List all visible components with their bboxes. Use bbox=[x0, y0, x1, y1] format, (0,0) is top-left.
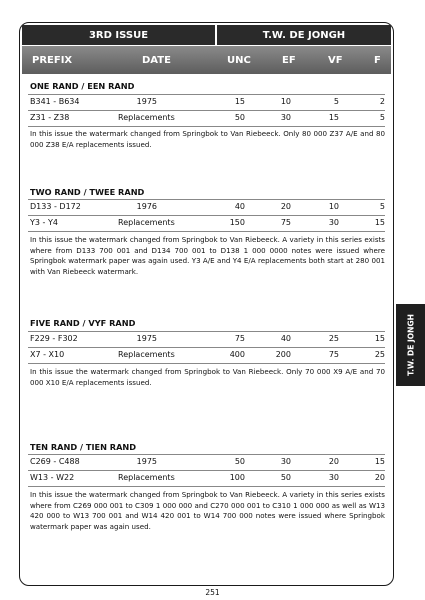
section-title: TEN RAND / TIEN RAND bbox=[30, 442, 137, 452]
vf-cell: 5 bbox=[333, 97, 339, 106]
ef-cell: 200 bbox=[275, 350, 291, 359]
vf-cell: 10 bbox=[328, 202, 339, 211]
date-cell: 1975 bbox=[136, 97, 157, 106]
ef-cell: 30 bbox=[280, 457, 291, 466]
vf-cell: 15 bbox=[328, 113, 339, 122]
table-row bbox=[30, 216, 385, 230]
unc-cell: 150 bbox=[229, 218, 245, 227]
table-row bbox=[30, 95, 385, 109]
unc-cell: 100 bbox=[229, 473, 245, 482]
vf-cell: 25 bbox=[328, 334, 339, 343]
f-cell: 2 bbox=[379, 97, 385, 106]
unc-cell: 50 bbox=[234, 113, 245, 122]
ef-cell: 40 bbox=[280, 334, 291, 343]
vf-cell: 20 bbox=[328, 457, 339, 466]
header-top bbox=[22, 25, 391, 45]
unc-cell: 400 bbox=[229, 350, 245, 359]
divider bbox=[28, 126, 385, 127]
prefix-cell: X7 - X10 bbox=[30, 350, 65, 359]
prefix-cell: C269 - C488 bbox=[30, 457, 80, 466]
prefix-cell: Y3 - Y4 bbox=[30, 218, 58, 227]
f-cell: 5 bbox=[379, 202, 385, 211]
col-ef: EF bbox=[282, 54, 296, 66]
col-prefix: PREFIX bbox=[32, 54, 73, 66]
table-row bbox=[30, 111, 385, 125]
page-number: 251 bbox=[205, 588, 220, 597]
section-note: In this issue the watermark changed from Springbok to Van Riebeeck. A variety in this series exists where from C269 000 001 to C309 1 000 000 and C270 000 001 to C310 1 000 000 as well as W13 420 000 to W13 700 001 and W14 420 001 to W14 700 000 notes were issued where Springbok watermark paper was again used. bbox=[30, 490, 385, 531]
unc-cell: 75 bbox=[234, 334, 245, 343]
section-title: TWO RAND / TWEE RAND bbox=[30, 187, 145, 197]
date-cell: 1975 bbox=[136, 334, 157, 343]
date-cell: 1976 bbox=[136, 202, 157, 211]
ef-cell: 30 bbox=[280, 113, 291, 122]
column-header bbox=[22, 46, 391, 74]
table-row bbox=[30, 471, 385, 485]
prefix-cell: Z31 - Z38 bbox=[30, 113, 70, 122]
divider bbox=[28, 363, 385, 364]
date-cell: 1975 bbox=[136, 457, 157, 466]
table-row bbox=[30, 455, 385, 469]
issue-label: 3RD ISSUE bbox=[22, 25, 217, 45]
f-cell: 5 bbox=[379, 113, 385, 122]
table-row bbox=[30, 200, 385, 214]
ef-cell: 20 bbox=[280, 202, 291, 211]
section-note: In this issue the watermark changed from Springbok to Van Riebeeck. A variety in this series exists where from D133 700 001 and D134 700 001 to D138 1 000 0000 notes were issued where Springbok watermark paper was again used. Y3 A/E and Y4 E/A replacements both start at 280 001 with Van Riebeeck watermark. bbox=[30, 235, 385, 276]
f-cell: 25 bbox=[374, 350, 385, 359]
divider bbox=[28, 231, 385, 232]
date-cell: Replacements bbox=[118, 473, 175, 482]
col-f: F bbox=[374, 54, 381, 66]
section-note: In this issue the watermark changed from Springbok to Van Riebeeck. Only 70 000 X9 A/E and 70 000 X10 E/A replacements issued. bbox=[30, 367, 385, 387]
side-tab-label: T.W. DE JONGH bbox=[406, 314, 415, 376]
section-title: ONE RAND / EEN RAND bbox=[30, 81, 135, 91]
section-title: FIVE RAND / VYF RAND bbox=[30, 318, 136, 328]
date-cell: Replacements bbox=[118, 113, 175, 122]
signatory-label: T.W. DE JONGH bbox=[217, 25, 391, 45]
f-cell: 20 bbox=[374, 473, 385, 482]
vf-cell: 75 bbox=[328, 350, 339, 359]
f-cell: 15 bbox=[374, 218, 385, 227]
col-vf: VF bbox=[328, 54, 343, 66]
table-row bbox=[30, 348, 385, 362]
prefix-cell: B341 - B634 bbox=[30, 97, 80, 106]
divider bbox=[28, 486, 385, 487]
col-date: DATE bbox=[142, 54, 171, 66]
prefix-cell: W13 - W22 bbox=[30, 473, 75, 482]
prefix-cell: D133 - D172 bbox=[30, 202, 81, 211]
date-cell: Replacements bbox=[118, 218, 175, 227]
unc-cell: 15 bbox=[234, 97, 245, 106]
ef-cell: 50 bbox=[280, 473, 291, 482]
prefix-cell: F229 - F302 bbox=[30, 334, 78, 343]
date-cell: Replacements bbox=[118, 350, 175, 359]
ef-cell: 10 bbox=[280, 97, 291, 106]
vf-cell: 30 bbox=[328, 473, 339, 482]
table-row bbox=[30, 332, 385, 346]
section-note: In this issue the watermark changed from Springbok to Van Riebeeck. Only 80 000 Z37 A/E and 80 000 Z38 E/A replacements issued. bbox=[30, 129, 385, 149]
vf-cell: 30 bbox=[328, 218, 339, 227]
col-unc: UNC bbox=[227, 54, 251, 66]
unc-cell: 40 bbox=[234, 202, 245, 211]
unc-cell: 50 bbox=[234, 457, 245, 466]
side-tab bbox=[396, 304, 425, 386]
f-cell: 15 bbox=[374, 457, 385, 466]
f-cell: 15 bbox=[374, 334, 385, 343]
ef-cell: 75 bbox=[280, 218, 291, 227]
